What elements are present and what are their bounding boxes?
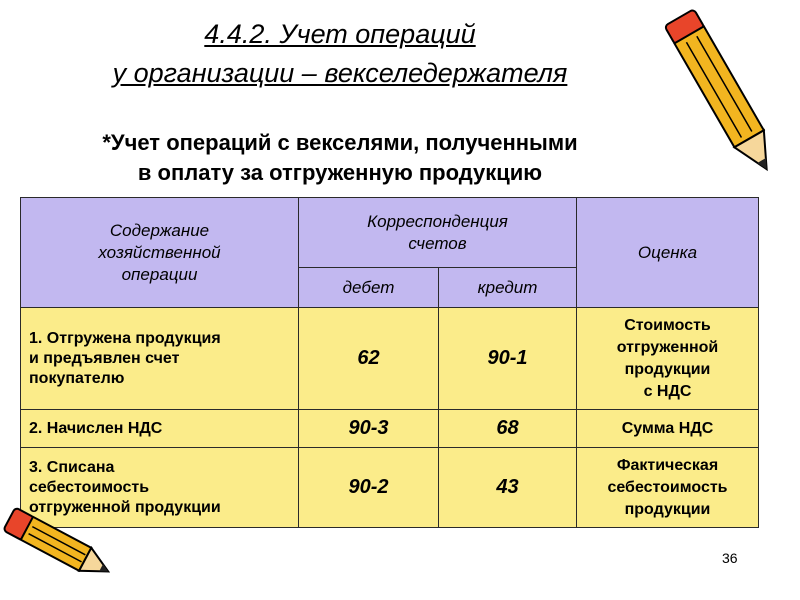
pencil-icon [0, 505, 120, 590]
header-content: Содержание хозяйственной операции [21, 198, 299, 308]
header-correspondence: Корреспонденция счетов [299, 198, 577, 268]
subtitle-line2: в оплату за отгруженную продукцию [137, 160, 543, 185]
pencil-icon [655, 0, 795, 190]
slide-title-line1: 4.4.2. Учет операций [204, 19, 476, 49]
page-number: 36 [722, 550, 738, 566]
row-operation: 2. Начислен НДС [21, 410, 299, 448]
table-row [21, 410, 759, 448]
row-debit: 90-2 [299, 448, 439, 528]
table-row [21, 308, 759, 410]
row-debit: 90-3 [299, 410, 439, 448]
table-row [21, 448, 759, 528]
slide-subtitle [0, 128, 680, 188]
operations-table [20, 197, 759, 528]
slide-title-line2: у организации – векселедержателя [112, 58, 568, 88]
row-debit: 62 [299, 308, 439, 410]
row-operation: 1. Отгружена продукция и предъявлен счет покупателю [21, 308, 299, 410]
header-evaluation: Оценка [577, 198, 759, 308]
row-credit: 43 [439, 448, 577, 528]
row-evaluation: Сумма НДС [577, 410, 759, 448]
header-debit: дебет [299, 268, 439, 308]
subtitle-line1: *Учет операций с векселями, полученными [102, 130, 578, 155]
header-credit: кредит [439, 268, 577, 308]
row-evaluation: Стоимость отгруженной продукции с НДС [577, 308, 759, 410]
row-evaluation: Фактическая себестоимость продукции [577, 448, 759, 528]
row-credit: 90-1 [439, 308, 577, 410]
row-operation: 3. Списана себестоимость отгруженной продукции [21, 448, 299, 528]
row-credit: 68 [439, 410, 577, 448]
